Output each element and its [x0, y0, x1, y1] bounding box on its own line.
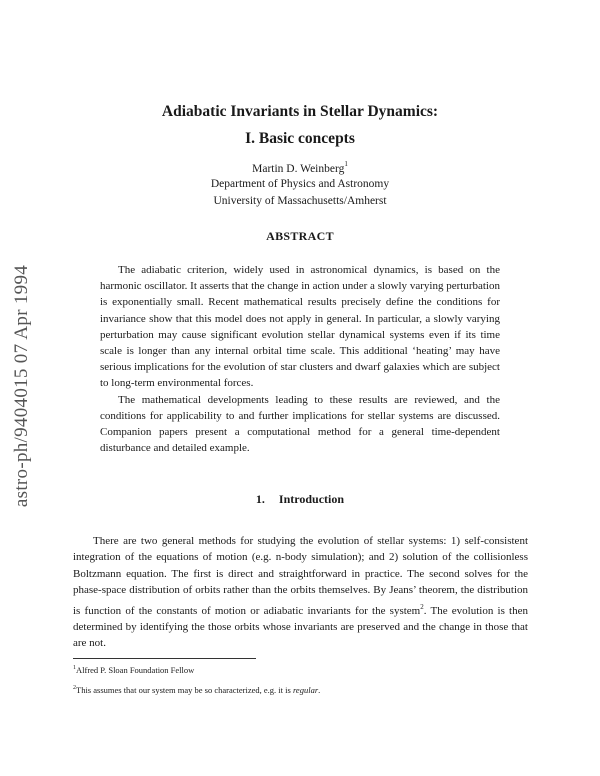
author-footnote-mark: 1 [344, 160, 348, 168]
abstract-heading: ABSTRACT [266, 229, 334, 243]
section-heading [0, 492, 600, 507]
introduction-body [73, 533, 528, 652]
intro-text-part1: There are two general methods for studying the evolution of stellar systems: 1) self-consistent integration of the equations of motion (e.g. n-body simulation); and 2) solution of the collisionless Boltzmann equation. The first is direct and straightforward in practice. The second solves for the phase-space distribution of orbits rather than the orbits themselves. By Jeans’ theorem, the distribution is function of the constants of motion or adiabatic invariants for the system [73, 535, 528, 617]
footnote-2-italic: regular [292, 685, 319, 695]
author-name: Martin D. Weinberg [252, 163, 345, 175]
footnote-1-mark: 1 [73, 665, 76, 671]
intro-footnote-mark: 2 [420, 602, 424, 611]
intro-text-part2: . The evolution is then determined by identifying the those orbits whose invariants are preserved and the change in those that are not. [73, 604, 528, 650]
abstract-paragraph-2: The mathematical developments leading to these results are reviewed, and the conditions for applicability to and further implications for stellar systems are discussed. Companion papers present a computational method for a general time-dependent disturbance and detailed example. [100, 393, 500, 455]
affiliation-department: Department of Physics and Astronomy [210, 178, 390, 190]
footnote-2 [73, 685, 320, 695]
arxiv-id-text: astro-ph/9404015 07 Apr 1994 [11, 264, 33, 507]
footnote-1-text: Alfred P. Sloan Foundation Fellow [76, 665, 195, 675]
section-title: Introduction [278, 492, 345, 506]
footnote-1 [73, 665, 194, 675]
footnote-2-end: . [318, 685, 321, 695]
author-line [0, 160, 600, 175]
abstract-paragraph-1: The adiabatic criterion, widely used in astronomical dynamics, is based on the harmonic oscillator. It asserts that the change in action under a slowly varying perturbation is exponentially small. Recent mathematical results precisely define the conditions for invariance show that this model does not apply in general. In particular, a slowly varying perturbation may cause significant evolution stellar dynamical systems even if its time scale is longer than any internal orbital time scale. This additional ‘heating’ may have serious implications for the evolution of star clusters and dwarf galaxies which are subject to long-term environmental forces. [100, 264, 500, 390]
arxiv-identifier [2, 243, 42, 528]
footnote-2-mark: 2 [73, 685, 76, 691]
footnote-2-text: This assumes that our system may be so characterized, e.g. it is [76, 685, 293, 695]
abstract-body [100, 262, 500, 456]
paper-title-line2: I. Basic concepts [245, 130, 355, 147]
affiliation-university: University of Massachusetts/Amherst [213, 195, 387, 207]
paper-title-line1: Adiabatic Invariants in Stellar Dynamics: [161, 103, 439, 120]
section-number: 1. [255, 492, 265, 506]
footnote-rule [73, 658, 256, 659]
introduction-paragraph [73, 533, 528, 652]
